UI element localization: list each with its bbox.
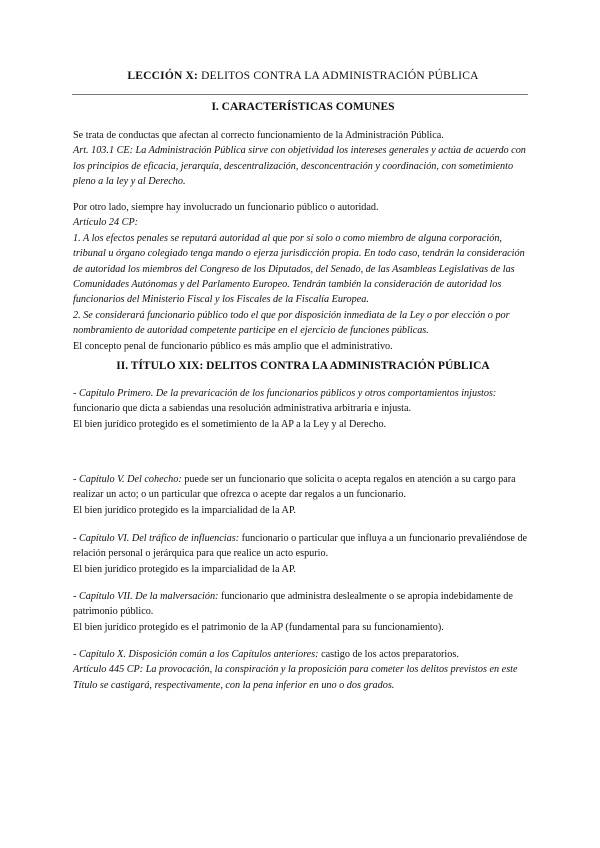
chapter-entry	[73, 472, 531, 503]
protected-good: El bien jurídico protegido es el patrimonio de la AP (fundamental para su funcionamiento).	[73, 621, 444, 633]
chapter-item	[73, 472, 531, 518]
art-24-paragraph-2: 2. Se considerará funcionario público todo el que por disposición inmediata de la Ley o por elección o por nombramiento de autoridad competente participe en el ejercicio de funciones públicas.	[73, 309, 510, 337]
protected-good: El bien jurídico protegido es el sometimiento de la AP a la Ley y al Derecho.	[73, 418, 387, 430]
protected-good: El bien jurídico protegido es la imparcialidad de la AP.	[73, 504, 296, 516]
chapter-item-final	[73, 647, 531, 693]
chapter-item	[73, 589, 531, 635]
chapter-label: - Capítulo VII. De la malversación:	[73, 591, 219, 602]
lesson-label: LECCIÓN X:	[127, 70, 199, 82]
section-1-title: I. CARACTERÍSTICAS COMUNES	[211, 101, 395, 113]
art-445-quote: Artículo 445 CP: La provocación, la conspiración y la proposición para cometer los delitos previstos en este Título se castigará, respectivamente, con la pena inferior en uno o dos grados.	[73, 664, 518, 691]
chapter-text: castigo de los actos preparatorios.	[318, 649, 459, 660]
chapter-text: puede ser un funcionario que solicita o acepta regalos en atención a su cargo para realizar un acto; o un particular que ofrezca o acepte dar regalos a un funcionario.	[73, 474, 516, 501]
art-103-quote: Art. 103.1 CE: La Administración Pública sirve con objetividad los intereses generales y actúa de acuerdo con los principios de eficacia, jerarquía, descentralización, desconcentración y coordinación, con sometimiento pleno a la ley y al Derecho.	[73, 145, 526, 188]
section-2-title: II. TÍTULO XIX: DELITOS CONTRA LA ADMINISTRACIÓN PÚBLICA	[116, 360, 490, 372]
chapter-entry	[73, 531, 531, 562]
art-24-label: Artículo 24 CP:	[73, 217, 139, 229]
section-1-intro	[73, 128, 531, 190]
chapter-item	[73, 386, 531, 432]
section-1-authority	[73, 200, 531, 354]
chapter-label: - Capítulo Primero. De la prevaricación de los funcionarios públicos y otros comportamientos injustos:	[73, 388, 497, 399]
chapter-text: funcionario que administra deslealmente o se apropia indebidamente de patrimonio público.	[73, 591, 513, 618]
art-24-paragraph-1: 1. A los efectos penales se reputará autoridad al que por sí solo o como miembro de alguna corporación, tribunal u órgano colegiado tenga mando o ejerza jurisdicción propia. En todo caso, tendrán la consideración de autoridad los miembros del Congreso de los Diputados, del Senado, de las Asambleas Legislativas de las Comunidades Autónomas y del Parlamento Europeo. Tendrán también la consideración de autoridad los funcionarios del Ministerio Fiscal y los Fiscales de la Fiscalía Europea.	[73, 232, 525, 306]
lesson-title-text: DELITOS CONTRA LA ADMINISTRACIÓN PÚBLICA	[198, 70, 479, 82]
chapter-text: funcionario que dicta a sabiendas una resolución administrativa arbitraria e injusta.	[73, 403, 412, 415]
concept-paragraph: El concepto penal de funcionario público es más amplio que el administrativo.	[73, 340, 393, 352]
protected-good: El bien jurídico protegido es la imparcialidad de la AP.	[73, 563, 296, 575]
chapter-entry	[73, 589, 531, 620]
chapter-label: - Capítulo V. Del cohecho:	[73, 474, 182, 485]
chapter-label: - Capítulo X. Disposición común a los Capítulos anteriores:	[73, 649, 319, 660]
chapter-entry	[73, 386, 531, 417]
chapter-entry	[73, 647, 531, 662]
lesson-title	[73, 70, 533, 82]
intro-paragraph: Se trata de conductas que afectan al correcto funcionamiento de la Administración Pública.	[73, 130, 444, 141]
chapter-label: - Capítulo VI. Del tráfico de influencias:	[73, 533, 240, 544]
authority-paragraph: Por otro lado, siempre hay involucrado un funcionario público o autoridad.	[73, 202, 379, 213]
chapter-item	[73, 531, 531, 577]
chapter-text: funcionario o particular que influya a un funcionario prevaliéndose de relación personal o jerárquica para que realice un acto espurio.	[73, 533, 528, 560]
title-divider	[72, 94, 528, 95]
